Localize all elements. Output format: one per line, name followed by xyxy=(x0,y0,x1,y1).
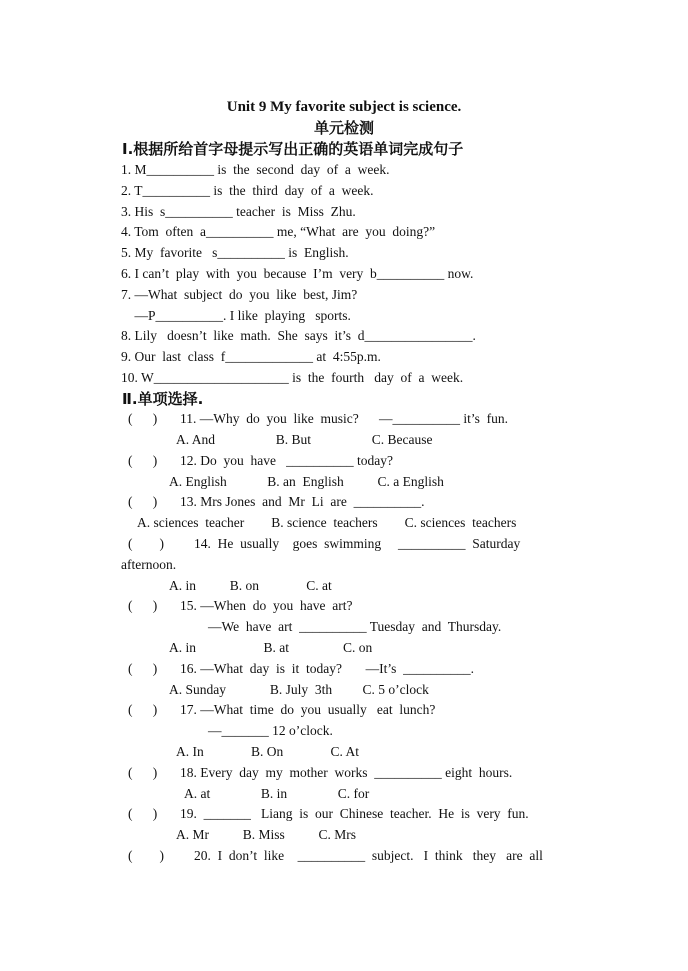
answer-blank-parens[interactable]: ( ) xyxy=(128,453,158,468)
choice-text: 15. —When do you have art? xyxy=(180,598,353,613)
question-line: 5. My favorite s__________ is English. xyxy=(121,245,349,261)
choice-text: A. in B. on C. at xyxy=(169,578,332,593)
section-2-heading: Ⅱ.单项选择. xyxy=(122,390,204,408)
answer-blank-parens[interactable]: ( ) xyxy=(128,702,158,717)
choice-line xyxy=(169,577,332,595)
choice-line xyxy=(208,722,333,740)
section-1-heading: Ⅰ.根据所给首字母提示写出正确的英语单词完成句子 xyxy=(122,140,464,158)
question-line: 10. W____________________ is the fourth day of a week. xyxy=(121,370,464,385)
choice-text: 17. —What time do you usually eat lunch? xyxy=(180,702,436,717)
question-line: 4. Tom often a__________ me, “What are you doing?” xyxy=(121,224,436,240)
choice-text: 14. He usually goes swimming __________ Saturday xyxy=(194,536,521,551)
choice-text: —_______ 12 o’clock. xyxy=(208,723,333,738)
choice-line xyxy=(169,681,429,699)
choice-line xyxy=(128,805,529,823)
choice-text: A. in B. at C. on xyxy=(169,640,373,655)
question-line: 2. T__________ is the third day of a week. xyxy=(121,182,374,198)
choice-text: 13. Mrs Jones and Mr Li are __________. xyxy=(180,494,425,509)
answer-blank-parens[interactable]: ( ) xyxy=(128,598,158,613)
answer-blank-parens[interactable]: ( ) xyxy=(128,848,164,863)
choice-line xyxy=(128,847,543,865)
answer-blank-parens[interactable]: ( ) xyxy=(128,536,164,551)
choice-text: A. Mr B. Miss C. Mrs xyxy=(176,827,357,842)
answer-blank-parens[interactable]: ( ) xyxy=(128,494,158,509)
choice-text: 18. Every day my mother works __________ eight hours. xyxy=(180,765,513,780)
choice-line xyxy=(184,785,369,803)
choice-line xyxy=(169,639,372,657)
choice-text: 12. Do you have __________ today? xyxy=(180,453,393,468)
choice-text: 19. _______ Liang is our Chinese teacher. He is very fun. xyxy=(180,806,529,821)
choice-text: —We have art __________ Tuesday and Thursday. xyxy=(208,619,502,634)
question-line: —P__________. I like playing sports. xyxy=(121,307,351,323)
choice-line xyxy=(169,473,444,491)
answer-blank-parens[interactable]: ( ) xyxy=(128,806,158,821)
choice-line xyxy=(128,660,474,678)
choice-text: A. And B. But C. Because xyxy=(176,432,433,447)
answer-blank-parens[interactable]: ( ) xyxy=(128,661,158,676)
choice-text: afternoon. xyxy=(121,557,177,572)
answer-blank-parens[interactable]: ( ) xyxy=(128,765,158,780)
choice-text: A. at B. in C. for xyxy=(184,786,370,801)
answer-blank-parens[interactable]: ( ) xyxy=(128,411,158,426)
choice-line xyxy=(176,431,433,449)
choice-line xyxy=(137,514,516,532)
choice-line xyxy=(128,493,424,511)
question-line: 1. M__________ is the second day of a week. xyxy=(121,162,390,177)
choice-line xyxy=(176,743,359,761)
choice-line xyxy=(128,535,520,553)
choice-line xyxy=(176,826,356,844)
page-title: Unit 9 My favorite subject is science. xyxy=(226,99,462,115)
choice-line xyxy=(128,701,435,719)
choice-text: A. Sunday B. July 3th C. 5 o’clock xyxy=(169,682,429,697)
choice-text: 11. —Why do you like music? —__________ it’s fun. xyxy=(180,411,508,426)
page-subtitle: 单元检测 xyxy=(313,119,374,137)
choice-line xyxy=(128,764,512,782)
choice-line xyxy=(128,410,508,428)
question-line: 8. Lily doesn’t like math. She says it’s d________________. xyxy=(121,328,476,344)
choice-text: A. English B. an English C. a English xyxy=(169,474,444,489)
choice-line xyxy=(121,556,176,574)
choice-line xyxy=(128,452,393,470)
choice-text: A. sciences teacher B. science teachers C. sciences teachers xyxy=(137,515,517,530)
question-line: 7. —What subject do you like best, Jim? xyxy=(121,286,358,302)
choice-line xyxy=(208,618,501,636)
question-line: 9. Our last class f_____________ at 4:55p.m. xyxy=(121,349,381,365)
question-line: 3. His s__________ teacher is Miss Zhu. xyxy=(121,203,356,219)
choice-text: A. In B. On C. At xyxy=(176,744,360,759)
question-line: 6. I can’t play with you because I’m very b__________ now. xyxy=(121,266,474,281)
choice-text: 16. —What day is it today? —It’s __________. xyxy=(180,661,474,676)
choice-line xyxy=(128,597,352,615)
choice-text: 20. I don’t like __________ subject. I think they are all xyxy=(194,848,543,863)
